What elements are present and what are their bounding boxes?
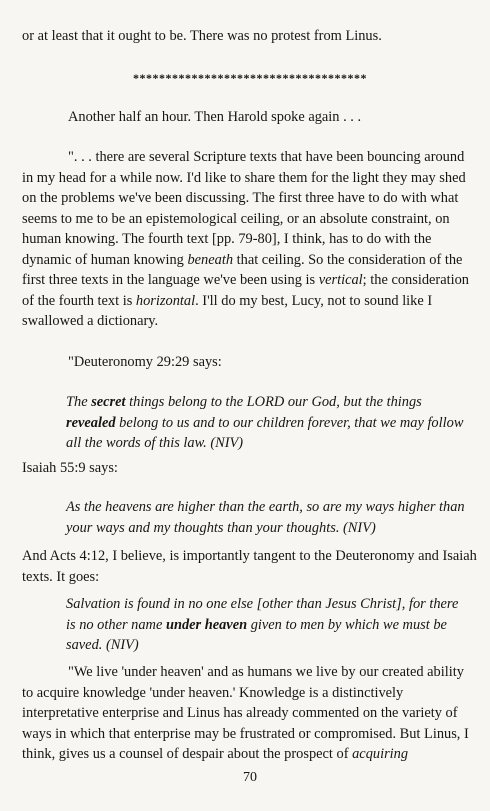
deuteronomy-intro: "Deuteronomy 29:29 says:	[68, 354, 222, 370]
isaiah-intro: Isaiah 55:9 says:	[22, 460, 118, 476]
quote-acts: Salvation is found in no one else [other than Jesus Christ], for there is no other name under heaven given to men by which we must be saved. (NIV)	[66, 596, 459, 653]
quote-deuteronomy: The secret things belong to the LORD our God, but the things revealed belong to us and to our children forever, that we may follow all the words of this law. (NIV)	[66, 394, 464, 451]
paragraph-continuation: or at least that it ought to be. There was no protest from Linus.	[22, 28, 382, 44]
paragraph-harold-speech: ". . . there are several Scripture texts that have been bouncing around in my head for a while now. I'd like to share them for the light they may shed on the problems we've been discussing. The first three have to do with what seems to me to be an epistemological ceiling, or an absolute constraint, on human knowing. The fourth text [pp. 79-80], I think, has to do with the dynamic of human knowing beneath that ceiling. So the consideration of the first three texts in the language we've been using is vertical; the consideration of the fourth text is horizontal. I'll do my best, Lucy, not to sound like I swallowed a dictionary.	[22, 149, 469, 329]
paragraph-under-heaven: "We live 'under heaven' and as humans we live by our created ability to acquire knowledge 'under heaven.' Knowledge is a distinctively interpretative enterprise and Linus has already commented on the variety of ways in which that enterprise may be frustrated or compromised. But Linus, I think, gives us a counsel of despair about the prospect of acquiring	[22, 664, 469, 762]
paragraph-narration: Another half an hour. Then Harold spoke again . . .	[68, 109, 362, 125]
section-separator: ************************************	[133, 71, 367, 85]
page-number: 70	[243, 770, 257, 785]
acts-intro: And Acts 4:12, I believe, is importantly tangent to the Deuteronomy and Isaiah texts. It goes:	[22, 548, 477, 585]
quote-isaiah: As the heavens are higher than the earth, so are my ways higher than your ways and my thoughts than your thoughts. (NIV)	[66, 499, 465, 536]
